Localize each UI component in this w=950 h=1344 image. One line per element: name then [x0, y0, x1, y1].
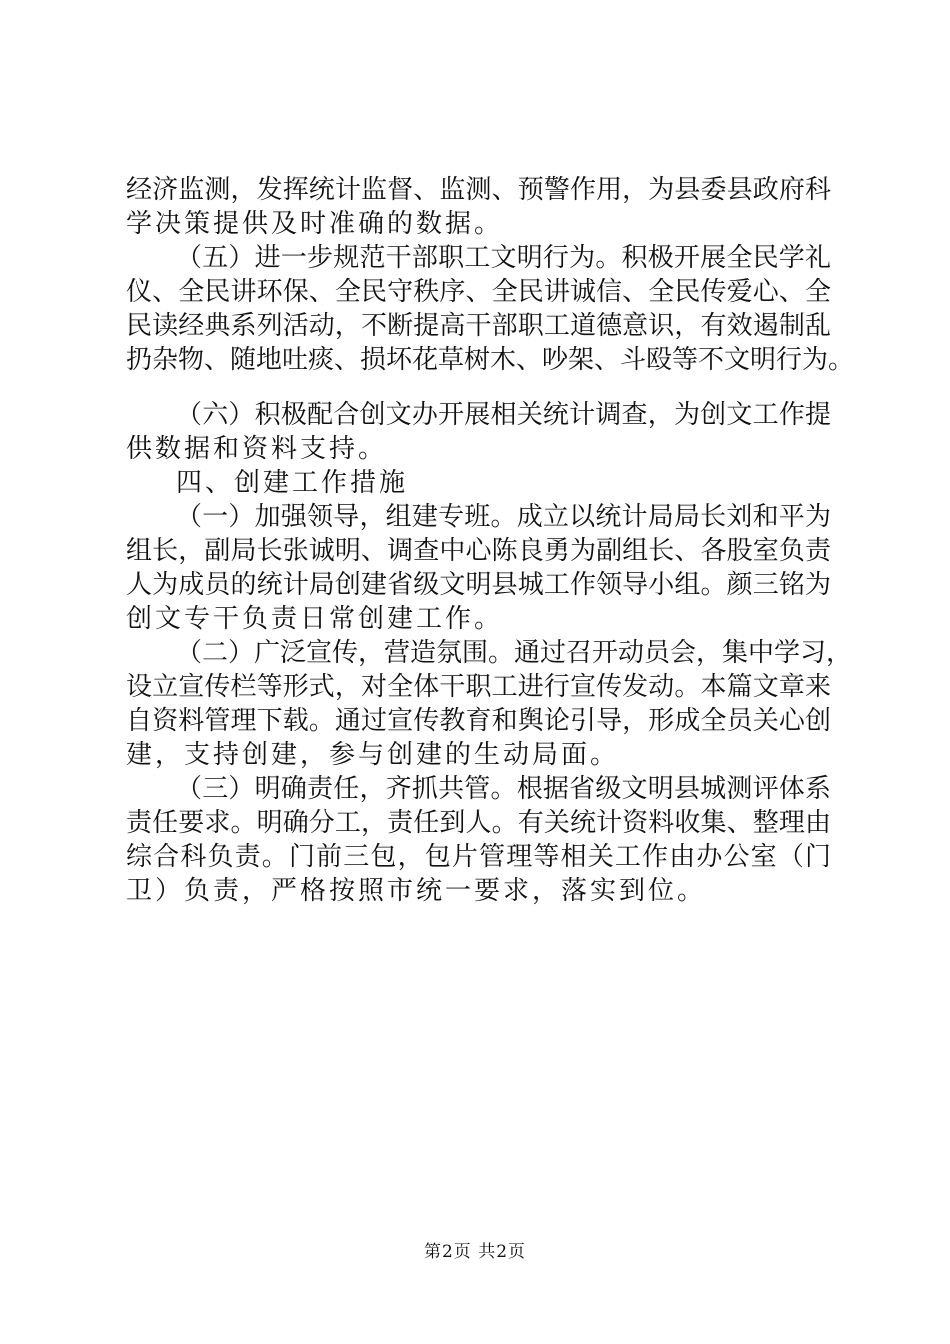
text-line: 扔杂物、随地吐痰、损坏花草树木、吵架、斗殴等不文明行为。 — [126, 345, 855, 375]
text-line: 自资料管理下载。通过宣传教育和舆论引导，形成全员关心创 — [126, 706, 831, 736]
section-heading: 四、创建工作措施 — [176, 468, 409, 498]
text-line: 创文专干负责日常创建工作。 — [126, 604, 504, 634]
text-line: 建，支持创建，参与创建的生动局面。 — [126, 740, 620, 770]
text-line: 责任要求。明确分工，责任到人。有关统计资料收集、整理由 — [126, 808, 831, 838]
text-line: 经济监测，发挥统计监督、监测、预警作用，为县委县政府科 — [126, 175, 831, 205]
text-line: （五）进一步规范干部职工文明行为。积极开展全民学礼 — [176, 243, 831, 273]
text-line: 民读经典系列活动，不断提高干部职工道德意识，有效遏制乱 — [126, 311, 831, 341]
text-line: （三）明确责任，齐抓共管。根据省级文明县城测评体系 — [176, 774, 831, 804]
text-line: 设立宣传栏等形式，对全体干职工进行宣传发动。本篇文章来 — [126, 672, 831, 702]
text-line: 学决策提供及时准确的数据。 — [126, 209, 504, 239]
text-line: 人为成员的统计局创建省级文明县城工作领导小组。颜三铭为 — [126, 570, 831, 600]
text-line: 卫）负责，严格按照市统一要求，落实到位。 — [126, 876, 707, 906]
text-line: 供数据和资料支持。 — [126, 434, 388, 464]
text-line: （二）广泛宣传，营造氛围。通过召开动员会，集中学习， — [176, 638, 853, 668]
text-line: （一）加强领导，组建专班。成立以统计局局长刘和平为 — [176, 502, 831, 532]
text-line: 组长，副局长张诚明、调查中心陈良勇为副组长、各股室负责 — [126, 536, 831, 566]
text-line: （六）积极配合创文办开展相关统计调查，为创文工作提 — [176, 400, 831, 430]
text-line: 仪、全民讲环保、全民守秩序、全民讲诚信、全民传爱心、全 — [126, 277, 831, 307]
text-line: 综合科负责。门前三包，包片管理等相关工作由办公室（门 — [126, 842, 831, 872]
page-footer: 第2页 共2页 — [423, 1242, 527, 1262]
